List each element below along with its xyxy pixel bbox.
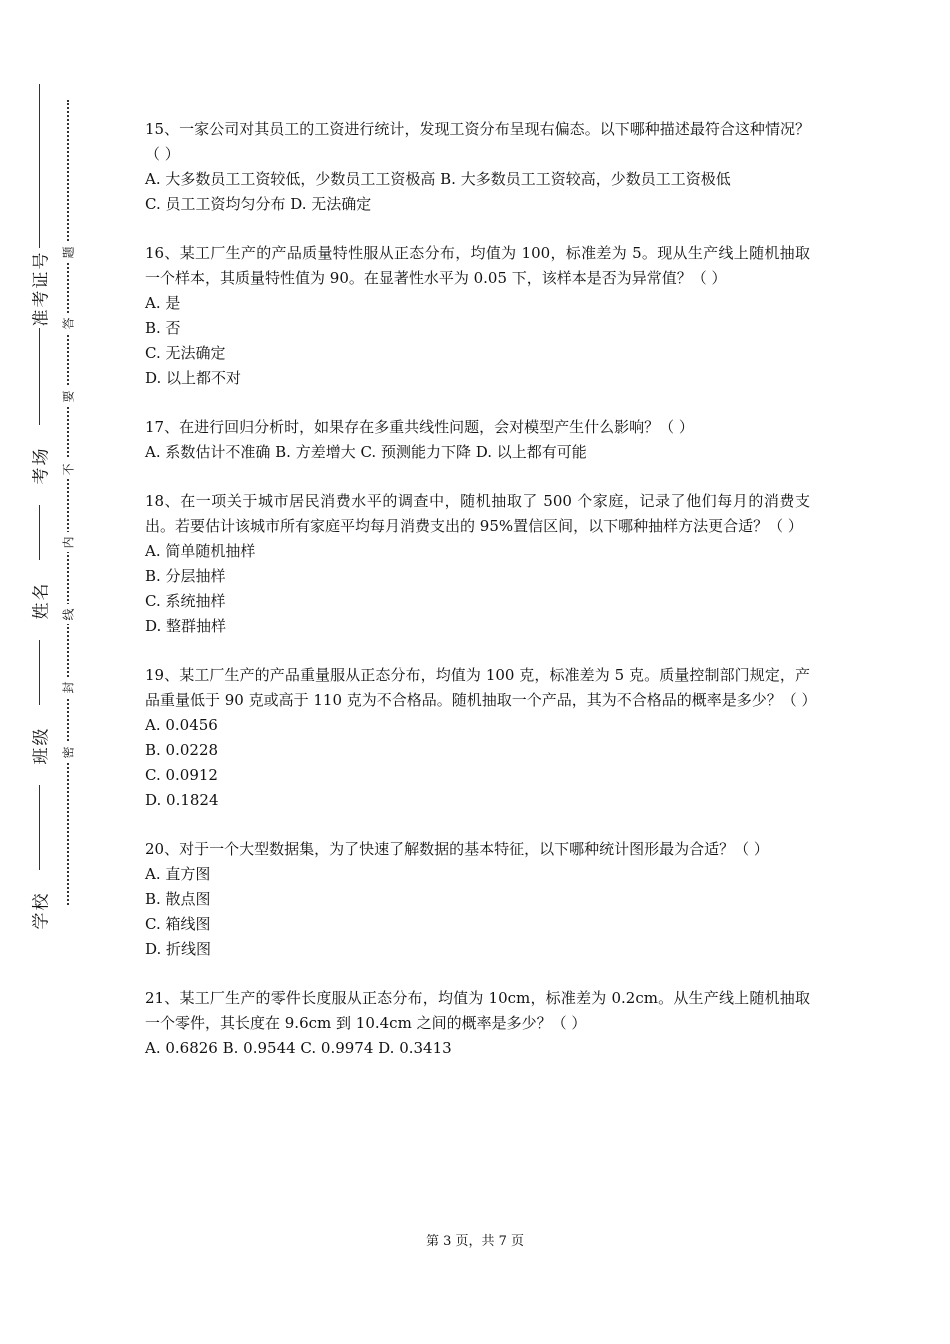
option-c: C. 0.0912 — [145, 766, 218, 784]
option-d: D. 折线图 — [145, 940, 212, 958]
question-options: C. 员工工资均匀分布 D. 无法确定 — [145, 195, 372, 213]
exam-room-label: 考场 — [24, 425, 54, 505]
question-16 — [145, 241, 810, 391]
question-stem: 20、对于一个大型数据集，为了快速了解数据的基本特征，以下哪种统计图形最为合适？（ ） — [145, 840, 769, 858]
binding-margin — [0, 0, 110, 1344]
option-c: C. 箱线图 — [145, 915, 211, 933]
exam-number-label: 准考证号 — [24, 248, 54, 328]
question-list — [145, 117, 817, 1085]
seal-char: 不 — [58, 459, 78, 479]
option-b: B. 否 — [145, 319, 181, 337]
option-b: B. 散点图 — [145, 890, 211, 908]
question-options: A. 系数估计不准确 B. 方差增大 C. 预测能力下降 D. 以上都有可能 — [145, 443, 587, 461]
seal-char: 题 — [58, 242, 78, 262]
question-20 — [145, 837, 810, 962]
option-d: D. 以上都不对 — [145, 369, 242, 387]
option-b: B. 0.0228 — [145, 741, 219, 759]
name-label: 姓名 — [24, 560, 54, 640]
seal-char: 内 — [58, 532, 78, 552]
seal-char: 线 — [58, 604, 78, 624]
school-label: 学校 — [24, 870, 54, 950]
seal-char: 封 — [58, 677, 78, 697]
option-b: B. 分层抽样 — [145, 567, 226, 585]
question-18 — [145, 489, 810, 639]
question-21 — [145, 986, 810, 1061]
option-a: A. 是 — [145, 294, 181, 312]
option-d: D. 0.1824 — [145, 791, 219, 809]
option-c: C. 系统抽样 — [145, 592, 226, 610]
option-a: A. 直方图 — [145, 865, 211, 883]
option-a: A. 简单随机抽样 — [145, 542, 256, 560]
question-19 — [145, 663, 817, 813]
option-c: C. 无法确定 — [145, 344, 226, 362]
question-stem: 16、某工厂生产的产品质量特性服从正态分布，均值为 100，标准差为 5。现从生产线上随机抽取一个样本，其质量特性值为 90。在显著性水平为 0.05 下，该样本是否为异常值？（ ） — [145, 244, 810, 287]
question-stem: 15、一家公司对其员工的工资进行统计，发现工资分布呈现右偏态。以下哪种描述最符合这种情况？（ ） — [145, 120, 810, 163]
class-label: 班级 — [24, 705, 54, 785]
option-d: D. 整群抽样 — [145, 617, 227, 635]
seal-char: 密 — [58, 742, 78, 762]
question-options: A. 0.6826 B. 0.9544 C. 0.9974 D. 0.3413 — [145, 1039, 452, 1057]
question-stem: 19、某工厂生产的产品重量服从正态分布，均值为 100 克，标准差为 5 克。质量控制部门规定，产品重量低于 90 克或高于 110 克为不合格品。随机抽取一个产品，其为不合格品的概率是多少？（ ） — [145, 666, 817, 709]
question-15 — [145, 117, 810, 217]
seal-dotted-line — [67, 100, 69, 905]
seal-char: 要 — [58, 386, 78, 406]
seal-char: 答 — [58, 313, 78, 333]
question-stem: 17、在进行回归分析时，如果存在多重共线性问题，会对模型产生什么影响？（ ） — [145, 418, 694, 436]
question-stem: 21、某工厂生产的零件长度服从正态分布，均值为 10cm，标准差为 0.2cm。从生产线上随机抽取一个零件，其长度在 9.6cm 到 10.4cm 之间的概率是多少？（ ） — [145, 989, 810, 1032]
page-number: 第 3 页，共 7 页 — [425, 1234, 525, 1249]
question-17 — [145, 415, 810, 465]
question-options: A. 大多数员工工资较低，少数员工工资极高 B. 大多数员工工资较高，少数员工工资极低 — [145, 170, 731, 188]
question-stem: 18、在一项关于城市居民消费水平的调查中，随机抽取了 500 个家庭，记录了他们每月的消费支出。若要估计该城市所有家庭平均每月消费支出的 95%置信区间，以下哪种抽样方法更合适？（ ） — [145, 492, 810, 535]
option-a: A. 0.0456 — [145, 716, 218, 734]
